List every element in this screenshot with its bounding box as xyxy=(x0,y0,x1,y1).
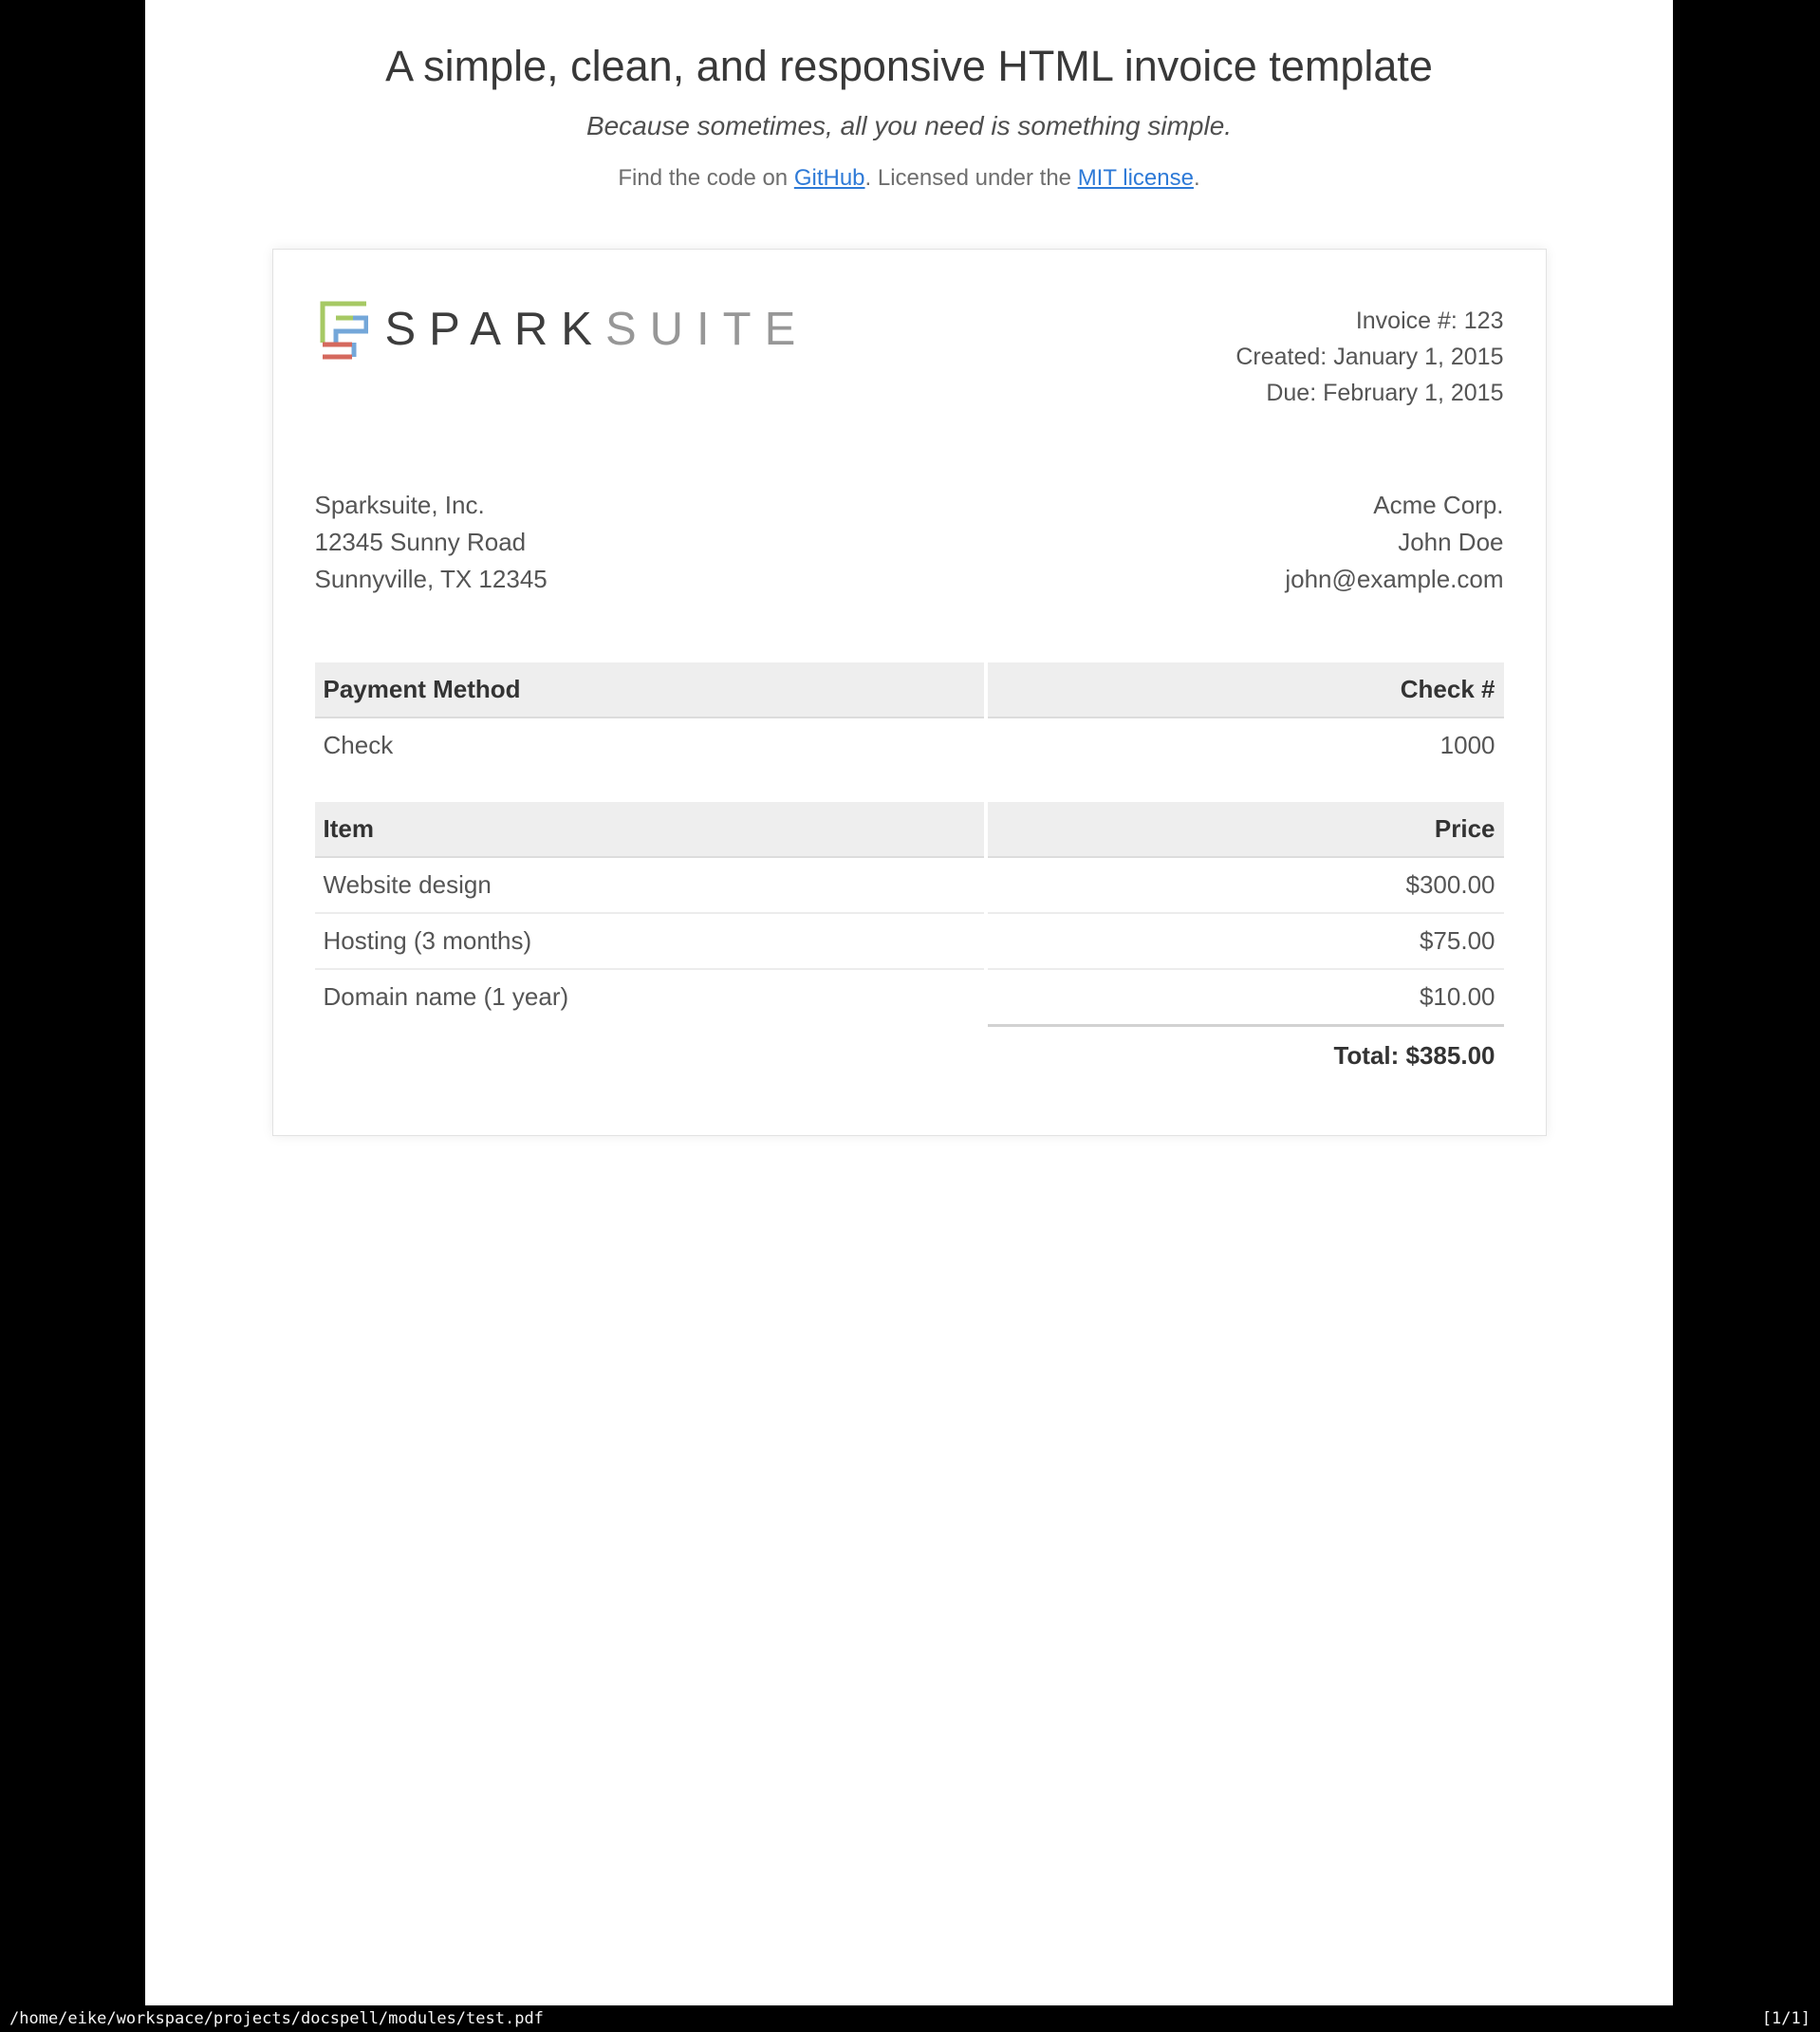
sender-city: Sunnyville, TX 12345 xyxy=(314,565,548,593)
table-row-item xyxy=(315,970,1504,1024)
payment-method-value-cell: Check xyxy=(323,731,394,759)
recipient-company: Acme Corp. xyxy=(1373,491,1504,519)
recipient-email: john@example.com xyxy=(1285,565,1504,593)
logo-spark-text: SPARK xyxy=(384,304,605,355)
payment-method-header-cell: Payment Method xyxy=(315,662,985,718)
page-title: A simple, clean, and responsive HTML invoice template xyxy=(385,42,1433,90)
viewer-statusbar xyxy=(0,2005,1820,2032)
total-value-cell: Total: $385.00 xyxy=(988,1024,1503,1083)
invoice-created-date: Created: January 1, 2015 xyxy=(1235,344,1504,370)
invoice-box xyxy=(272,249,1547,1136)
invoice-table xyxy=(311,662,1508,1083)
item-name-cell: Domain name (1 year) xyxy=(323,982,569,1011)
sender-street: 12345 Sunny Road xyxy=(314,528,527,556)
links-middle-text: . Licensed under the xyxy=(864,165,1078,191)
logo-suite-text: SUITE xyxy=(604,304,809,355)
recipient-name: John Doe xyxy=(1398,528,1504,556)
total-empty-cell xyxy=(315,1024,985,1083)
sender-address xyxy=(315,487,548,598)
invoice-number: Invoice #: 123 xyxy=(1355,308,1504,334)
links-prefix-text: Find the code on xyxy=(618,165,794,191)
pdf-page xyxy=(145,0,1673,2005)
payment-heading-row xyxy=(315,662,1504,718)
item-header-cell: Item xyxy=(315,802,985,858)
check-number-value-cell: 1000 xyxy=(1439,731,1495,759)
invoice-addresses-row xyxy=(315,487,1504,598)
page-subtitle: Because sometimes, all you need is something simple. xyxy=(585,111,1233,140)
items-heading-row xyxy=(315,802,1504,858)
sparksuite-logo xyxy=(315,299,809,360)
sparksuite-logo-icon xyxy=(315,299,368,360)
statusbar-page-indicator: [1/1] xyxy=(1761,2009,1811,2028)
price-header-cell: Price xyxy=(988,802,1503,858)
sender-company: Sparksuite, Inc. xyxy=(314,491,485,519)
invoice-due-date: Due: February 1, 2015 xyxy=(1266,380,1504,406)
item-price-cell: $75.00 xyxy=(988,914,1503,970)
item-name-cell: Hosting (3 months) xyxy=(315,914,985,970)
total-row xyxy=(315,1024,1504,1083)
mit-license-link[interactable]: MIT license xyxy=(1077,165,1194,191)
item-name-cell: Website design xyxy=(315,858,985,914)
payment-details-row xyxy=(315,718,1504,802)
invoice-header-row xyxy=(315,299,1504,411)
check-number-header-cell: Check # xyxy=(988,662,1503,718)
invoice-meta xyxy=(1235,299,1503,411)
logo-wordmark xyxy=(385,303,809,356)
statusbar-file-path: /home/eike/workspace/projects/docspell/modules/test.pdf xyxy=(9,2009,544,2028)
table-row-item xyxy=(315,858,1504,914)
github-link[interactable]: GitHub xyxy=(793,165,865,191)
item-price-cell: $10.00 xyxy=(1419,982,1495,1011)
links-line xyxy=(145,165,1673,192)
links-suffix-text: . xyxy=(1193,165,1200,191)
table-row-item xyxy=(315,914,1504,970)
recipient-address xyxy=(1285,487,1503,598)
item-price-cell: $300.00 xyxy=(988,858,1503,914)
